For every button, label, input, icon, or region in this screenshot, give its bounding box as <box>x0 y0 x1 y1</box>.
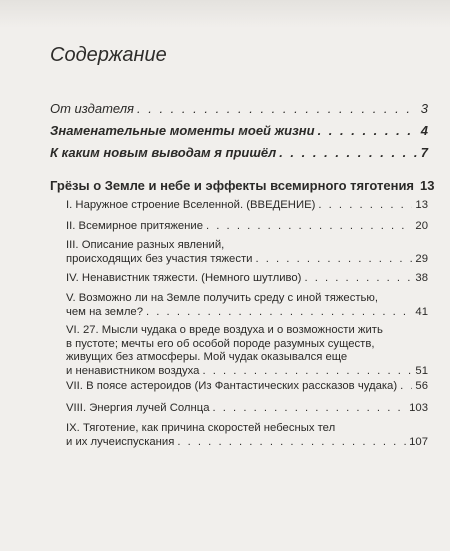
toc-subentry <box>66 292 428 319</box>
leader-dots <box>206 220 412 234</box>
page-title: Содержание <box>50 44 167 66</box>
toc-entry-title: От издателя <box>50 101 134 116</box>
toc-subentry-page: 107 <box>409 435 428 448</box>
leader-dots <box>255 253 412 267</box>
toc-subentry-page: 56 <box>415 380 428 392</box>
toc-subentry <box>66 199 428 213</box>
toc-subentry-page: 103 <box>409 402 428 414</box>
toc-subentry-line: VIII. Энергия лучей Солнца <box>66 402 210 414</box>
toc-subentry-page: 20 <box>415 220 428 232</box>
toc-subentry-line: III. Описание разных явлений, <box>66 239 225 251</box>
toc-subentry <box>66 380 428 394</box>
leader-dots <box>318 123 418 138</box>
toc-entry-page: 4 <box>420 123 428 138</box>
toc-subentry-line: происходящих без участия тяжести <box>66 252 253 265</box>
toc-subentry-page: 41 <box>415 305 428 318</box>
toc-subentry-line: живущих без атмосферы. Мой чудак оказывался еще <box>66 351 348 363</box>
leader-dots <box>400 380 412 394</box>
toc-subentry <box>66 220 428 234</box>
toc-entry-publisher <box>50 101 428 116</box>
leader-dots <box>212 402 406 416</box>
leader-dots <box>137 101 418 116</box>
toc-entry-title: К каким новым выводам я пришёл <box>50 145 277 160</box>
toc-subentry-line: IV. Ненавистник тяжести. (Немного шутливо) <box>66 272 302 284</box>
toc-subentry <box>66 422 428 449</box>
leader-dots <box>177 436 406 450</box>
leader-dots <box>202 365 412 379</box>
toc-subentry-line: в пустоте; мечты его об особой породе разумных существ, <box>66 337 375 350</box>
toc-subentry-line: II. Всемирное притяжение <box>66 220 203 232</box>
toc-entry-page: 3 <box>420 101 428 116</box>
leader-dots <box>279 145 418 160</box>
leader-dots <box>304 272 412 286</box>
toc-subentry <box>66 402 428 416</box>
toc-subentry-page: 29 <box>415 252 428 265</box>
page-bleed-through <box>0 0 450 28</box>
toc-entry-memorable-moments <box>50 123 428 138</box>
toc-subentry-line: VI. 27. Мысли чудака о вреде воздуха и о возможности жить <box>66 324 383 336</box>
leader-dots <box>146 306 412 320</box>
toc-entry-title: Знаменательные моменты моей жизни <box>50 123 315 138</box>
toc-subentry-page: 38 <box>415 272 428 284</box>
toc-subentry-line: VII. В поясе астероидов (Из Фантастических рассказов чудака) <box>66 380 398 392</box>
toc-section-title: Грёзы о Земле и небе и эффекты всемирного тяготения <box>50 178 415 193</box>
toc-subentry-line: V. Возможно ли на Земле получить среду с иной тяжестью, <box>66 292 379 304</box>
toc-subentry-line: I. Наружное строение Вселенной. (ВВЕДЕНИЕ) <box>66 199 316 211</box>
toc-subentry-page: 51 <box>415 364 428 377</box>
toc-subentry-page: 13 <box>415 199 428 211</box>
toc-subentry <box>66 272 428 286</box>
leader-dots <box>318 199 412 213</box>
toc-subentry-line: IX. Тяготение, как причина скоростей небесных тел <box>66 422 336 434</box>
toc-entry-new-conclusions <box>50 145 428 160</box>
toc-subentry <box>66 239 428 266</box>
toc-entry-page: 7 <box>420 145 428 160</box>
toc-subentry-line: и ненавистником воздуха <box>66 364 200 377</box>
toc-section-dreams <box>50 178 435 193</box>
toc-subentry-line: чем на земле? <box>66 305 143 318</box>
toc-subentry <box>66 324 428 378</box>
toc-section-page: 13 <box>420 178 435 193</box>
toc-subentry-line: и их лучеиспускания <box>66 435 175 448</box>
